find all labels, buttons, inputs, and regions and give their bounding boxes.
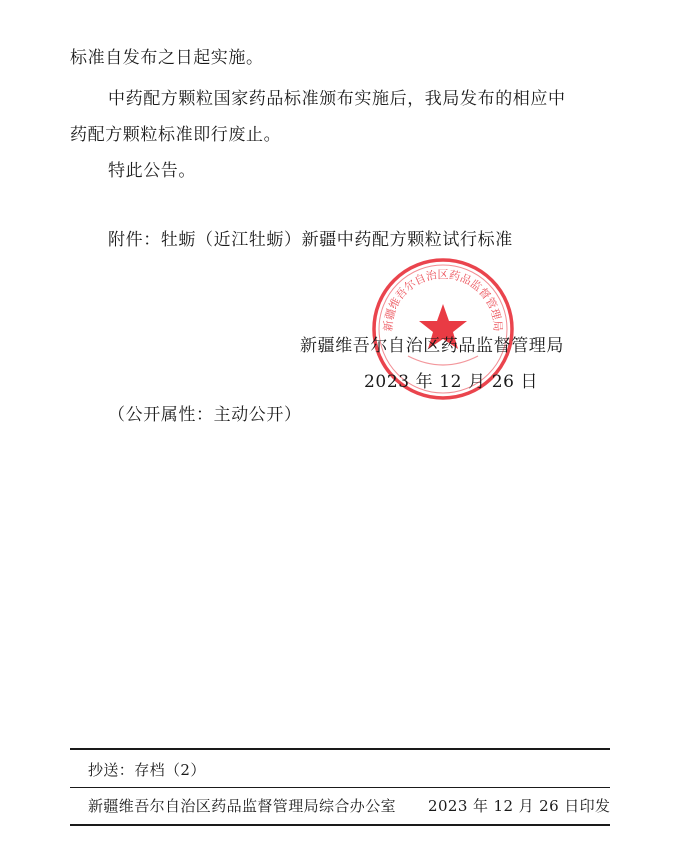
seal-ring-text: 新疆维吾尔自治区药品监督管理局 <box>381 268 505 332</box>
closing-line: 特此公告。 <box>108 161 196 181</box>
footer-bottom-rule <box>70 824 610 826</box>
footer-top-rule <box>70 748 610 750</box>
print-date: 2023 年 12 月 26 日印发 <box>428 797 611 815</box>
cc-line: 抄送：存档（2） <box>88 761 206 779</box>
attachment-line: 附件：牡蛎（近江牡蛎）新疆中药配方颗粒试行标准 <box>108 230 513 250</box>
footer-middle-rule <box>70 787 610 788</box>
body-line-1: 标准自发布之日起实施。 <box>70 48 264 68</box>
body-line-3: 药配方颗粒标准即行废止。 <box>70 125 282 145</box>
issuing-office: 新疆维吾尔自治区药品监督管理局综合办公室 <box>88 797 397 815</box>
disclosure-attribute: （公开属性：主动公开） <box>108 405 302 425</box>
issuer-name: 新疆维吾尔自治区药品监督管理局 <box>300 336 564 356</box>
body-line-2: 中药配方颗粒国家药品标准颁布实施后，我局发布的相应中 <box>108 89 566 109</box>
issue-date: 2023 年 12 月 26 日 <box>364 372 539 392</box>
